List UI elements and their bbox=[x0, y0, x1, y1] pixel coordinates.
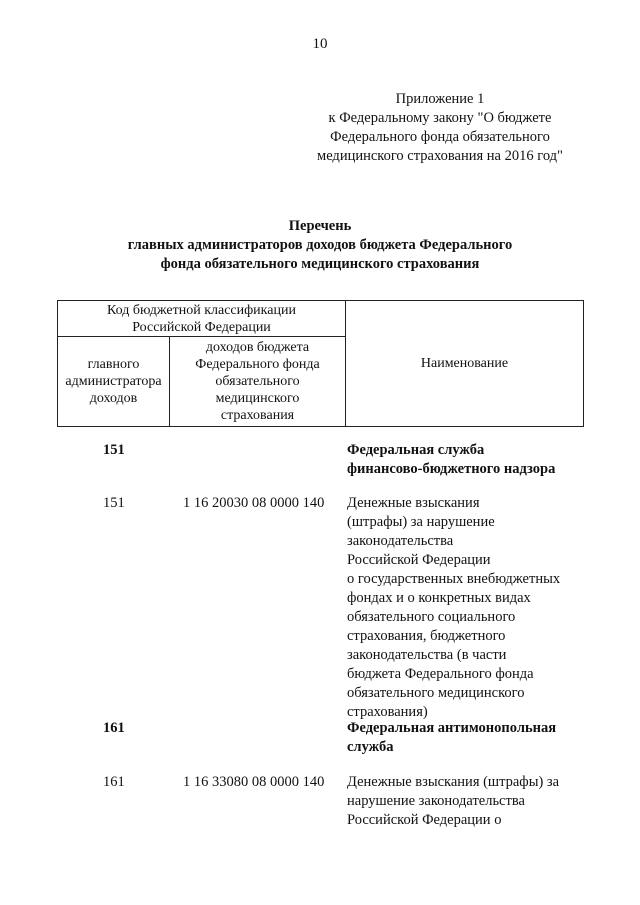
revenue-name bbox=[347, 494, 587, 722]
admin-code: 161 bbox=[103, 720, 125, 736]
admin-code: 151 bbox=[103, 442, 125, 458]
title-line: главных администраторов доходов бюджета Федерального bbox=[127, 237, 513, 253]
fund-revenue-column-header bbox=[170, 337, 346, 427]
admin-code: 151 bbox=[103, 495, 125, 511]
name-line: Российской Федерации о bbox=[347, 812, 502, 828]
header-line: главного bbox=[87, 357, 140, 372]
name-line: о государственных внебюджетных bbox=[347, 571, 561, 587]
title-line: фонда обязательного медицинского страхования bbox=[160, 256, 480, 272]
page-number: 10 bbox=[312, 36, 328, 52]
admin-name bbox=[347, 719, 587, 757]
appendix-line: медицинского страхования на 2016 год" bbox=[317, 148, 563, 164]
document-title bbox=[0, 217, 640, 274]
name-line: Федеральная служба bbox=[347, 442, 485, 458]
header-line: Российской Федерации bbox=[132, 319, 271, 335]
appendix-line: к Федеральному закону "О бюджете bbox=[328, 110, 552, 126]
name-column-header bbox=[346, 301, 584, 427]
name-line: обязательного социального bbox=[347, 609, 516, 625]
name-line: (штрафы) за нарушение bbox=[347, 514, 495, 530]
name-line: нарушение законодательства bbox=[347, 793, 525, 809]
table-header bbox=[57, 300, 584, 427]
admin-name bbox=[347, 441, 587, 479]
name-line: бюджета Федерального фонда bbox=[347, 666, 534, 682]
name-line: законодательства bbox=[347, 533, 454, 549]
kbk-code: 1 16 20030 08 0000 140 bbox=[183, 495, 325, 511]
name-line: обязательного медицинского bbox=[347, 685, 525, 701]
appendix-line: Приложение 1 bbox=[395, 91, 485, 107]
name-line: Денежные взыскания bbox=[347, 495, 480, 511]
title-line: Перечень bbox=[288, 218, 352, 234]
name-line: Российской Федерации bbox=[347, 552, 491, 568]
header-line: администратора bbox=[65, 374, 162, 389]
header-line: медицинского bbox=[215, 391, 300, 406]
header-line: доходов бюджета bbox=[205, 340, 310, 355]
name-line: служба bbox=[347, 739, 394, 755]
header-line: доходов bbox=[89, 391, 138, 406]
chief-admin-column-header bbox=[58, 337, 170, 427]
name-line: законодательства (в части bbox=[347, 647, 507, 663]
header-line: Наименование bbox=[420, 356, 509, 371]
kbk-group-header bbox=[58, 301, 346, 337]
header-line: Федерального фонда bbox=[195, 357, 320, 372]
kbk-code: 1 16 33080 08 0000 140 bbox=[183, 774, 325, 790]
revenue-name bbox=[347, 773, 587, 830]
appendix-line: Федерального фонда обязательного bbox=[330, 129, 550, 145]
appendix-note bbox=[300, 90, 580, 166]
header-line: страхования bbox=[220, 408, 295, 423]
name-line: страхования, бюджетного bbox=[347, 628, 506, 644]
name-line: Федеральная антимонопольная bbox=[347, 720, 557, 736]
name-line: финансово-бюджетного надзора bbox=[347, 461, 556, 477]
name-line: фондах и о конкретных видах bbox=[347, 590, 531, 606]
admin-code: 161 bbox=[103, 774, 125, 790]
name-line: страхования) bbox=[347, 704, 428, 720]
name-line: Денежные взыскания (штрафы) за bbox=[347, 774, 560, 790]
header-line: Код бюджетной классификации bbox=[107, 302, 296, 318]
header-line: обязательного bbox=[215, 374, 300, 389]
